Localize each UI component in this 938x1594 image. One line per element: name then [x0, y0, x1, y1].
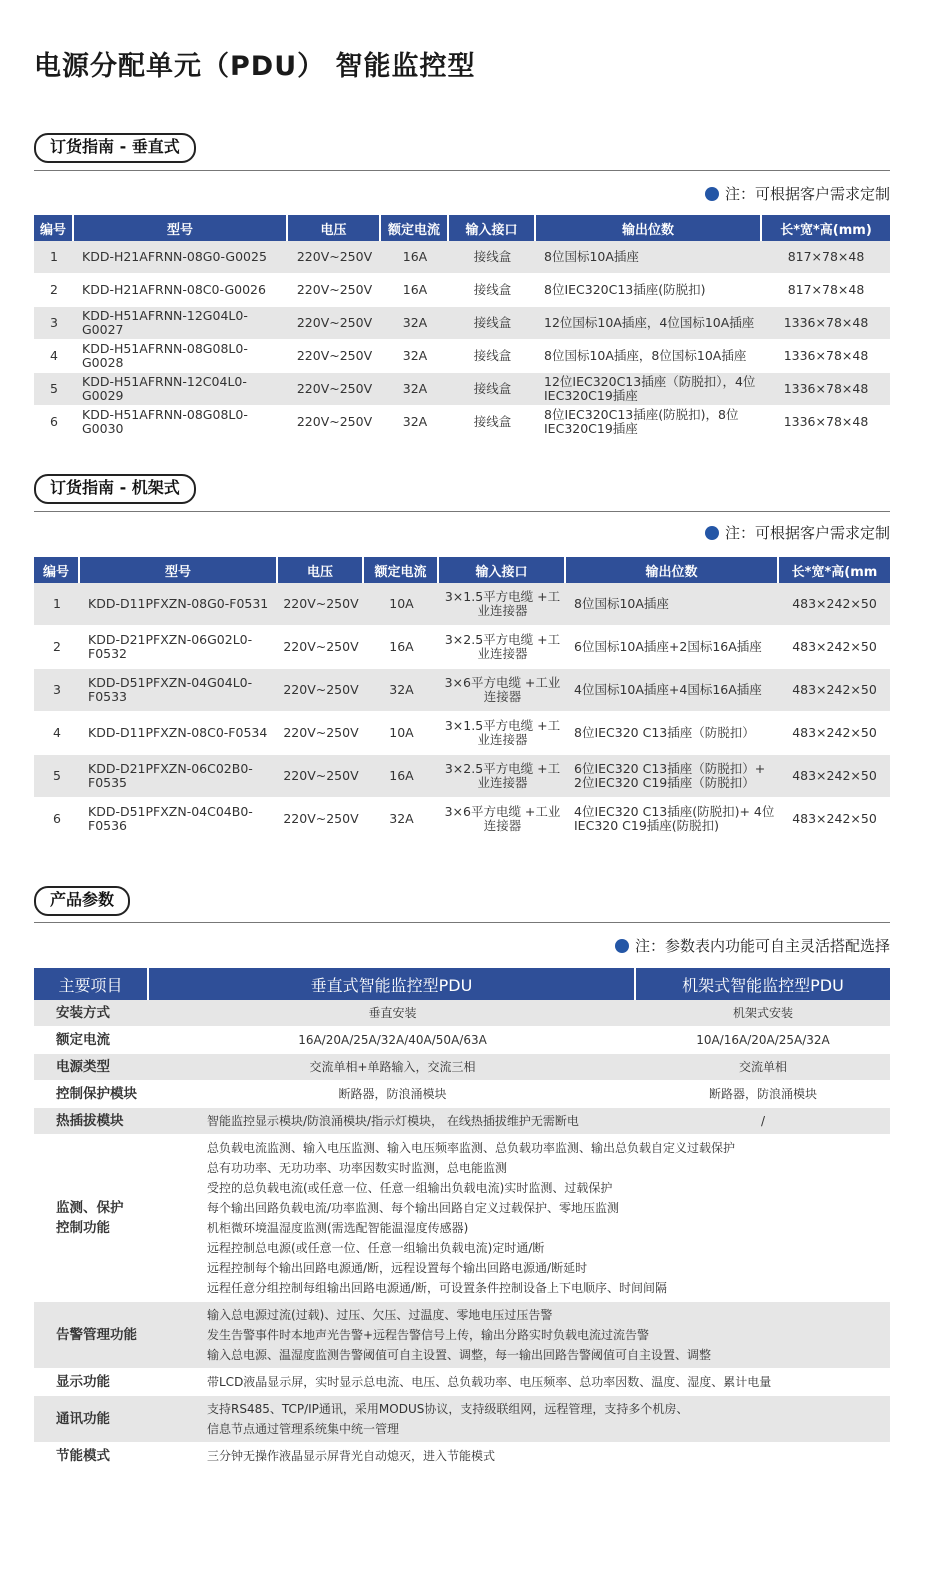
table-cell: 6 — [34, 406, 74, 439]
table-cell: 16A — [381, 241, 449, 274]
bullet-dot-icon — [705, 526, 719, 540]
table-header-row — [34, 557, 890, 583]
table-cell: KDD-H51AFRNN-12C04L0-G0029 — [74, 373, 288, 406]
table-cell: 8位IEC320C13插座(防脱扣) — [536, 274, 762, 307]
table-cell: KDD-D21PFXZN-06C02B0-F0535 — [80, 755, 278, 798]
section-tag-vertical: 订货指南 - 垂直式 — [34, 133, 196, 163]
param-label: 节能模式 — [34, 1443, 149, 1470]
param-description-line: 信息节点通过管理系统集中统一管理 — [207, 1422, 400, 1436]
page-title: 电源分配单元（PDU） 智能监控型 — [34, 51, 476, 82]
param-rack-value: / — [636, 1108, 890, 1135]
param-description-line: 总负载电流监测、输入电压监测、输入电压频率监测、总负载功率监测、输出总负载自定义过载保护 — [207, 1141, 736, 1155]
table-cell: 16A — [364, 755, 439, 798]
param-description-line: 带LCD液晶显示屏，实时显示总电流、电压、总负载功率、电压频率、总功率因数、温度、湿度、累计电量 — [207, 1375, 772, 1389]
table-row — [34, 583, 890, 626]
param-description — [149, 1443, 890, 1470]
column-header: 长*宽*高(mm — [779, 557, 890, 583]
note-rack — [705, 522, 890, 543]
table-cell: 4 — [34, 712, 80, 755]
table-cell: KDD-H51AFRNN-08G08L0-G0030 — [74, 406, 288, 439]
param-description-line: 远程控制总电源(或任意一位、任意一组输出负载电流)定时通/断 — [207, 1241, 545, 1255]
table-cell: 817×78×48 — [762, 274, 890, 307]
param-description-line: 每个输出回路负载电流/功率监测、每个输出回路自定义过载保护、零地压监测 — [207, 1201, 620, 1215]
table-cell: 483×242×50 — [779, 798, 890, 841]
table-cell: 220V~250V — [278, 626, 364, 669]
bullet-dot-icon — [705, 187, 719, 201]
table-cell: 4位IEC320 C13插座(防脱扣)+ 4位IEC320 C19插座(防脱扣) — [566, 798, 779, 841]
table-cell: 220V~250V — [278, 712, 364, 755]
table-cell: 32A — [381, 340, 449, 373]
param-description-line: 输入总电源、温湿度监测告警阈值可自主设置、调整，每一输出回路告警阈值可自主设置、调整 — [207, 1348, 712, 1362]
note-params — [615, 935, 890, 956]
table-row — [34, 406, 890, 439]
param-description-line: 远程任意分组控制每组输出回路电源通/断，可设置条件控制设备上下电顺序、时间间隔 — [207, 1281, 668, 1295]
column-header: 型号 — [80, 557, 278, 583]
table-cell: 3×1.5平方电缆 +工业连接器 — [439, 583, 566, 626]
param-description-line: 总有功功率、无功功率、功率因数实时监测，总电能监测 — [207, 1161, 508, 1175]
table-cell: 6 — [34, 798, 80, 841]
table-row — [34, 274, 890, 307]
table-cell: 220V~250V — [278, 669, 364, 712]
table-cell: 32A — [364, 798, 439, 841]
table-cell: KDD-D51PFXZN-04G04L0-F0533 — [80, 669, 278, 712]
table-cell: 220V~250V — [278, 755, 364, 798]
table-cell: 接线盒 — [449, 241, 536, 274]
param-row — [34, 1108, 890, 1135]
section-tag-params: 产品参数 — [34, 886, 130, 916]
table-cell: 8位国标10A插座，8位国标10A插座 — [536, 340, 762, 373]
table-cell: 1336×78×48 — [762, 406, 890, 439]
bullet-dot-icon — [615, 939, 629, 953]
note-vertical — [705, 183, 890, 204]
table-row — [34, 755, 890, 798]
product-params-table — [34, 968, 890, 1470]
section-divider — [34, 170, 890, 171]
param-row — [34, 1369, 890, 1396]
param-label: 热插拔模块 — [34, 1108, 149, 1135]
table-cell: 3×1.5平方电缆 +工业连接器 — [439, 712, 566, 755]
param-row — [34, 1054, 890, 1081]
param-label: 安装方式 — [34, 1000, 149, 1027]
table-cell: 32A — [381, 406, 449, 439]
table-cell: 220V~250V — [288, 307, 381, 340]
table-cell: 1 — [34, 583, 80, 626]
column-header: 输入接口 — [449, 215, 536, 241]
section-divider — [34, 511, 890, 512]
table-cell: 483×242×50 — [779, 712, 890, 755]
table-cell: 3 — [34, 307, 74, 340]
note-text: 注：可根据客户需求定制 — [724, 185, 890, 203]
table-row — [34, 340, 890, 373]
table-header-row — [34, 215, 890, 241]
table-cell: 4 — [34, 340, 74, 373]
table-cell: 5 — [34, 755, 80, 798]
table-cell: 32A — [381, 373, 449, 406]
param-vertical-value: 垂直安装 — [149, 1000, 636, 1027]
param-label: 额定电流 — [34, 1027, 149, 1054]
param-vertical-value: 智能监控显示模块/防浪涌模块/指示灯模块， 在线热插拔维护无需断电 — [149, 1108, 636, 1135]
param-rack-value: 机架式安装 — [636, 1000, 890, 1027]
table-row — [34, 712, 890, 755]
column-header: 输入接口 — [439, 557, 566, 583]
table-cell: 32A — [381, 307, 449, 340]
table-cell: 4位国标10A插座+4国标16A插座 — [566, 669, 779, 712]
param-label: 电源类型 — [34, 1054, 149, 1081]
param-description — [149, 1302, 890, 1369]
param-vertical-value: 断路器，防浪涌模块 — [149, 1081, 636, 1108]
column-header: 电压 — [278, 557, 364, 583]
table-cell: 483×242×50 — [779, 669, 890, 712]
table-cell: 220V~250V — [288, 241, 381, 274]
table-cell: 接线盒 — [449, 307, 536, 340]
table-cell: 3×6平方电缆 +工业连接器 — [439, 669, 566, 712]
param-vertical-value: 交流单相+单路输入，交流三相 — [149, 1054, 636, 1081]
table-cell: 1336×78×48 — [762, 340, 890, 373]
column-header: 长*宽*高(mm) — [762, 215, 890, 241]
table-cell: KDD-D21PFXZN-06G02L0-F0532 — [80, 626, 278, 669]
column-header: 输出位数 — [536, 215, 762, 241]
column-header: 额定电流 — [381, 215, 449, 241]
rack-order-table — [34, 557, 890, 841]
table-header-row — [34, 968, 890, 1000]
column-header: 编号 — [34, 215, 74, 241]
table-cell: 2 — [34, 626, 80, 669]
table-cell: 6位IEC320 C13插座（防脱扣）+ 2位IEC320 C19插座（防脱扣） — [566, 755, 779, 798]
param-label: 控制保护模块 — [34, 1081, 149, 1108]
param-row — [34, 1302, 890, 1369]
table-cell: 220V~250V — [288, 274, 381, 307]
table-cell: 3×6平方电缆 +工业连接器 — [439, 798, 566, 841]
table-cell: 8位IEC320 C13插座（防脱扣） — [566, 712, 779, 755]
section-tag-rack: 订货指南 - 机架式 — [34, 474, 196, 504]
param-description — [149, 1369, 890, 1396]
table-cell: 16A — [364, 626, 439, 669]
param-label: 告警管理功能 — [34, 1302, 149, 1369]
column-header: 额定电流 — [364, 557, 439, 583]
table-cell: 8位IEC320C13插座(防脱扣)，8位IEC320C19插座 — [536, 406, 762, 439]
param-description — [149, 1135, 890, 1302]
table-row — [34, 669, 890, 712]
param-description — [149, 1396, 890, 1443]
table-cell: 6位国标10A插座+2国标16A插座 — [566, 626, 779, 669]
table-cell: 220V~250V — [288, 406, 381, 439]
param-row — [34, 1081, 890, 1108]
column-header: 机架式智能监控型PDU — [636, 968, 890, 1000]
table-cell: 3 — [34, 669, 80, 712]
table-row — [34, 798, 890, 841]
param-description-line: 输入总电源过流(过载)、过压、欠压、过温度、零地电压过压告警 — [207, 1308, 553, 1322]
param-description-line: 远程控制每个输出回路电源通/断，远程设置每个输出回路电源通/断延时 — [207, 1261, 588, 1275]
note-text: 注：可根据客户需求定制 — [724, 524, 890, 542]
table-cell: KDD-H21AFRNN-08G0-G0025 — [74, 241, 288, 274]
param-row — [34, 1396, 890, 1443]
table-row — [34, 307, 890, 340]
table-row — [34, 373, 890, 406]
table-cell: 220V~250V — [278, 798, 364, 841]
table-cell: 5 — [34, 373, 74, 406]
table-cell: 16A — [381, 274, 449, 307]
vertical-order-table — [34, 215, 890, 439]
table-row — [34, 241, 890, 274]
table-cell: 10A — [364, 712, 439, 755]
param-label: 通讯功能 — [34, 1396, 149, 1443]
table-cell: 接线盒 — [449, 373, 536, 406]
column-header: 型号 — [74, 215, 288, 241]
table-cell: 8位国标10A插座 — [536, 241, 762, 274]
param-description-line: 机柜微环境温湿度监测(需选配智能温湿度传感器) — [207, 1221, 469, 1235]
param-description-line: 支持RS485、TCP/IP通讯，采用MODUS协议，支持级联组网，远程管理，支持多个机房、 — [207, 1402, 689, 1416]
table-row — [34, 626, 890, 669]
table-cell: 1 — [34, 241, 74, 274]
table-cell: 1336×78×48 — [762, 307, 890, 340]
table-cell: 220V~250V — [278, 583, 364, 626]
table-cell: 12位IEC320C13插座（防脱扣），4位IEC320C19插座 — [536, 373, 762, 406]
column-header: 编号 — [34, 557, 80, 583]
table-cell: 接线盒 — [449, 406, 536, 439]
table-cell: 483×242×50 — [779, 755, 890, 798]
table-cell: 接线盒 — [449, 340, 536, 373]
table-cell: 483×242×50 — [779, 583, 890, 626]
table-cell: 8位国标10A插座 — [566, 583, 779, 626]
param-row — [34, 1000, 890, 1027]
table-cell: KDD-D11PFXZN-08C0-F0534 — [80, 712, 278, 755]
column-header: 电压 — [288, 215, 381, 241]
table-cell: KDD-D11PFXZN-08G0-F0531 — [80, 583, 278, 626]
param-vertical-value: 16A/20A/25A/32A/40A/50A/63A — [149, 1027, 636, 1054]
param-rack-value: 10A/16A/20A/25A/32A — [636, 1027, 890, 1054]
param-label: 显示功能 — [34, 1369, 149, 1396]
param-rack-value: 交流单相 — [636, 1054, 890, 1081]
table-cell: 220V~250V — [288, 340, 381, 373]
table-cell: KDD-D51PFXZN-04C04B0-F0536 — [80, 798, 278, 841]
table-cell: 817×78×48 — [762, 241, 890, 274]
table-cell: 12位国标10A插座，4位国标10A插座 — [536, 307, 762, 340]
table-cell: 2 — [34, 274, 74, 307]
table-cell: 3×2.5平方电缆 +工业连接器 — [439, 755, 566, 798]
param-description-line: 受控的总负载电流(或任意一位、任意一组输出负载电流)实时监测、过载保护 — [207, 1181, 613, 1195]
column-header: 输出位数 — [566, 557, 779, 583]
table-cell: KDD-H51AFRNN-08G08L0-G0028 — [74, 340, 288, 373]
table-cell: 3×2.5平方电缆 +工业连接器 — [439, 626, 566, 669]
param-description-line: 三分钟无操作液晶显示屏背光自动熄灭，进入节能模式 — [207, 1449, 496, 1463]
table-cell: 32A — [364, 669, 439, 712]
note-text: 注：参数表内功能可自主灵活搭配选择 — [634, 937, 890, 955]
table-cell: 220V~250V — [288, 373, 381, 406]
column-header: 垂直式智能监控型PDU — [149, 968, 636, 1000]
param-description-line: 发生告警事件时本地声光告警+远程告警信号上传，输出分路实时负载电流过流告警 — [207, 1328, 650, 1342]
section-divider — [34, 922, 890, 923]
table-cell: 10A — [364, 583, 439, 626]
param-row — [34, 1443, 890, 1470]
param-rack-value: 断路器，防浪涌模块 — [636, 1081, 890, 1108]
table-cell: 483×242×50 — [779, 626, 890, 669]
table-cell: KDD-H21AFRNN-08C0-G0026 — [74, 274, 288, 307]
column-header: 主要项目 — [34, 968, 149, 1000]
table-cell: 1336×78×48 — [762, 373, 890, 406]
table-cell: KDD-H51AFRNN-12G04L0-G0027 — [74, 307, 288, 340]
table-cell: 接线盒 — [449, 274, 536, 307]
param-row — [34, 1135, 890, 1302]
param-row — [34, 1027, 890, 1054]
param-label: 监测、保护 控制功能 — [34, 1135, 149, 1302]
